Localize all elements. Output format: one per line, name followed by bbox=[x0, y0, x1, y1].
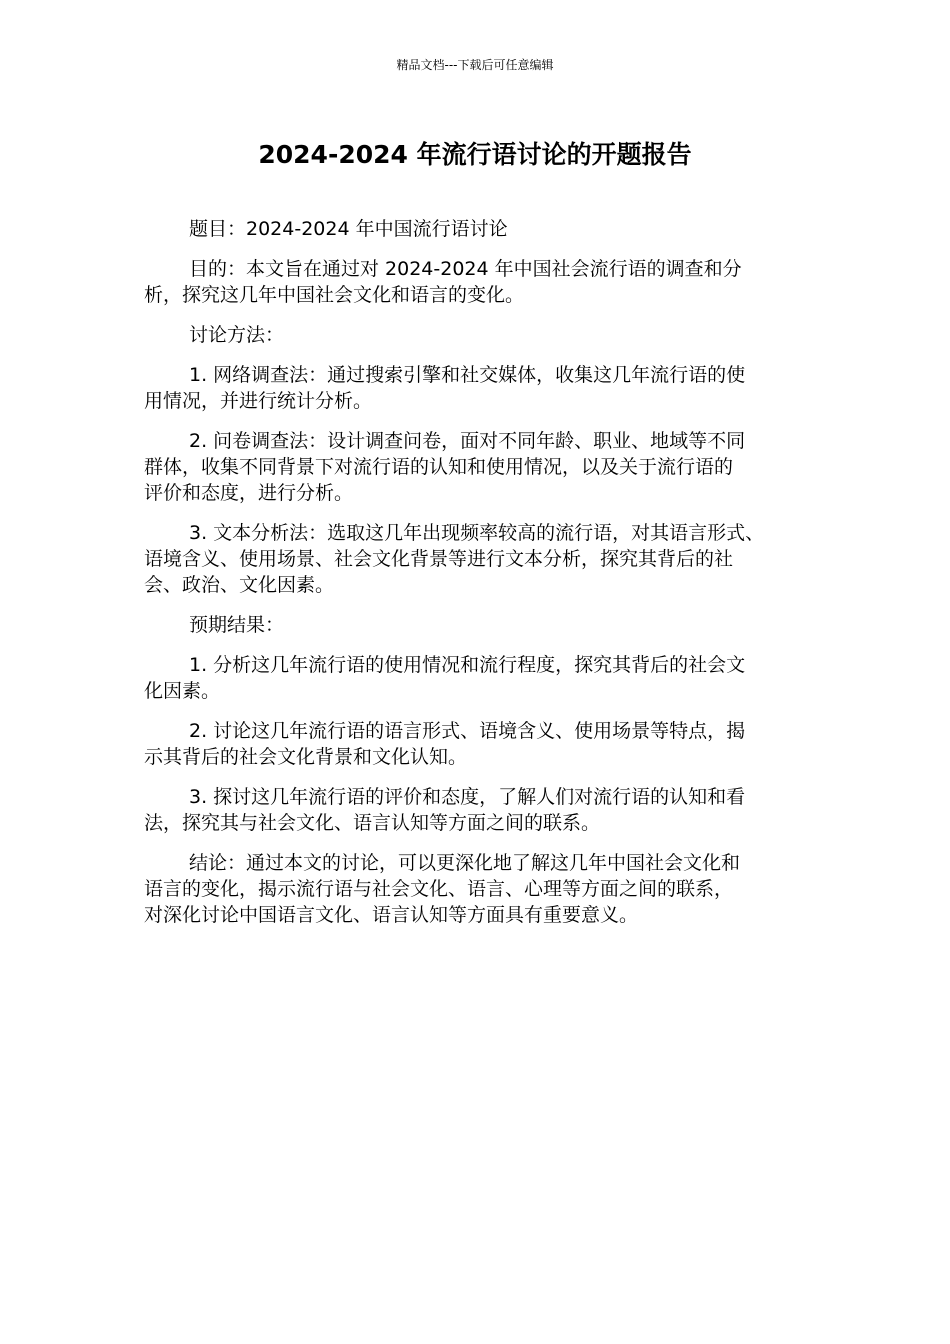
document-title: 2024-2024 年流行语讨论的开题报告 bbox=[258, 140, 692, 169]
paragraph-conclusion: 结论：通过本文的讨论，可以更深化地了解这几年中国社会文化和 语言的变化，揭示流行语与社会文化、语言、心理等方面之间的联系， 对深化讨论中国语言文化、语言认知等方面具有重要意义。 bbox=[144, 852, 741, 926]
document-body bbox=[144, 216, 808, 942]
paragraph-result-1: 1. 分析这几年流行语的使用情况和流行程度，探究其背后的社会文 化因素。 bbox=[144, 654, 746, 702]
paragraph-result-2: 2. 讨论这几年流行语的语言形式、语境含义、使用场景等特点，揭 示其背后的社会文化背景和文化认知。 bbox=[144, 720, 746, 768]
paragraph-method-3: 3. 文本分析法：选取这几年出现频率较高的流行语，对其语言形式、 语境含义、使用场景、社会文化背景等进行文本分析，探究其背后的社 会、政治、文化因素。 bbox=[144, 522, 765, 596]
paragraph-method-2: 2. 问卷调查法：设计调查问卷，面对不同年龄、职业、地域等不同 群体，收集不同背景下对流行语的认知和使用情况，以及关于流行语的 评价和态度，进行分析。 bbox=[144, 430, 746, 504]
paragraph-topic: 题目：2024-2024 年中国流行语讨论 bbox=[189, 218, 508, 240]
paragraph-methods-heading: 讨论方法： bbox=[189, 324, 285, 346]
paragraph-result-3: 3. 探讨这几年流行语的评价和态度，了解人们对流行语的认知和看 法，探究其与社会文化、语言认知等方面之间的联系。 bbox=[144, 786, 746, 834]
paragraph-method-1: 1. 网络调查法：通过搜索引擎和社交媒体，收集这几年流行语的使 用情况，并进行统计分析。 bbox=[144, 364, 746, 412]
paragraph-purpose: 目的：本文旨在通过对 2024-2024 年中国社会流行语的调查和分 析，探究这几年中国社会文化和语言的变化。 bbox=[144, 258, 742, 306]
header-note: 精品文档---下载后可任意编辑 bbox=[396, 58, 554, 72]
paragraph-results-heading: 预期结果： bbox=[189, 614, 285, 636]
